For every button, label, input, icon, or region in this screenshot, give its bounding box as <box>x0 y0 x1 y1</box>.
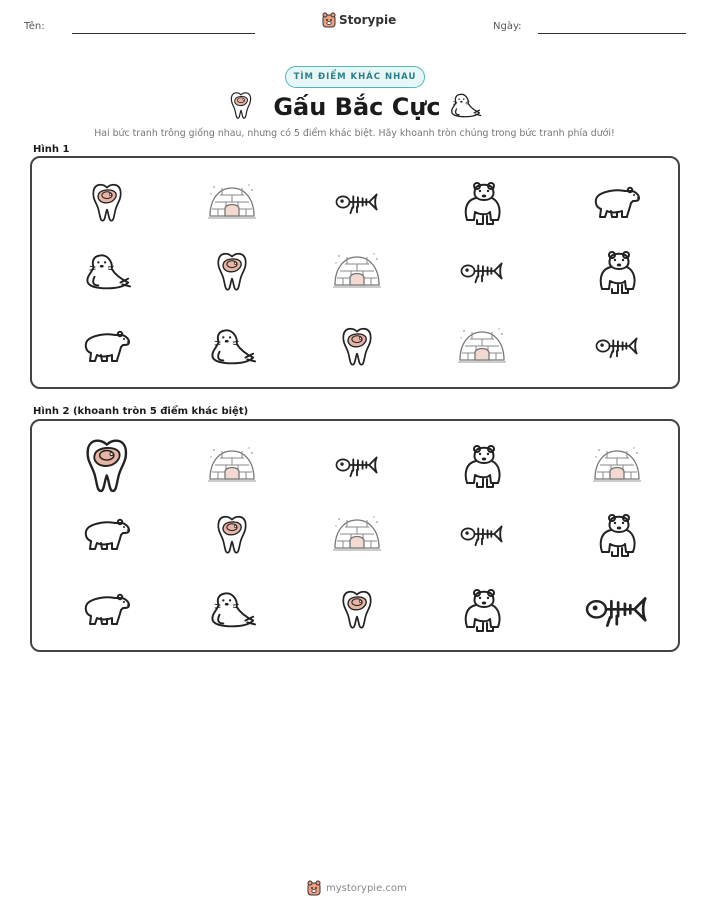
polar-bear-front-icon[interactable] <box>459 441 505 489</box>
tooth-icon <box>340 324 374 368</box>
polar-bear-side-icon[interactable] <box>81 515 133 553</box>
bear-logo-icon <box>322 12 336 28</box>
fish-skeleton-icon[interactable] <box>333 451 381 479</box>
picture-2-label: Hình 2 (khoanh tròn 5 điểm khác biệt) <box>33 406 249 417</box>
fish-skeleton-icon[interactable] <box>582 589 652 630</box>
tooth-icon[interactable] <box>340 587 374 631</box>
picture-1-label: Hình 1 <box>33 144 70 155</box>
brand-name: Storypie <box>339 13 397 27</box>
fish-skeleton-icon[interactable] <box>458 520 506 548</box>
page-title: Gấu Bắc Cực <box>273 93 441 121</box>
fish-skeleton-icon <box>593 332 641 360</box>
activity-tag: TÌM ĐIỂM KHÁC NHAU <box>285 66 425 88</box>
igloo-icon[interactable] <box>331 513 383 555</box>
name-label: Tên: <box>24 21 45 32</box>
fish-skeleton-icon <box>458 257 506 285</box>
name-field[interactable] <box>72 33 255 34</box>
igloo-icon <box>206 181 258 223</box>
polar-bear-side-icon <box>81 327 133 365</box>
date-label: Ngày: <box>493 21 522 32</box>
seal-icon[interactable] <box>207 586 257 632</box>
brand-logo <box>322 12 396 28</box>
fish-skeleton-icon <box>333 188 381 216</box>
picture-2-panel[interactable] <box>30 419 680 652</box>
tooth-icon <box>215 249 249 293</box>
seal-icon <box>82 248 132 294</box>
footer-site: mystorypie.com <box>326 882 407 894</box>
instructions: Hai bức tranh trông giống nhau, nhưng có 5 điểm khác biệt. Hãy khoanh tròn chúng trong bức tranh phía dưới! <box>94 128 615 139</box>
polar-bear-front-icon[interactable] <box>459 585 505 633</box>
date-field[interactable] <box>538 33 686 34</box>
igloo-icon[interactable] <box>591 444 643 486</box>
seal-icon <box>207 323 257 369</box>
igloo-icon <box>456 325 508 367</box>
tooth-icon[interactable] <box>215 512 249 556</box>
igloo-icon <box>331 250 383 292</box>
tooth-icon <box>90 180 124 224</box>
polar-bear-side-icon[interactable] <box>81 590 133 628</box>
polar-bear-side-icon <box>591 183 643 221</box>
footer <box>307 880 407 896</box>
tooth-icon[interactable] <box>83 434 131 496</box>
seal-icon <box>448 90 482 120</box>
bear-logo-icon <box>307 880 321 896</box>
polar-bear-front-icon[interactable] <box>594 510 640 558</box>
polar-bear-front-icon <box>594 247 640 295</box>
polar-bear-front-icon <box>459 178 505 226</box>
igloo-icon[interactable] <box>206 444 258 486</box>
picture-1-panel <box>30 156 680 389</box>
